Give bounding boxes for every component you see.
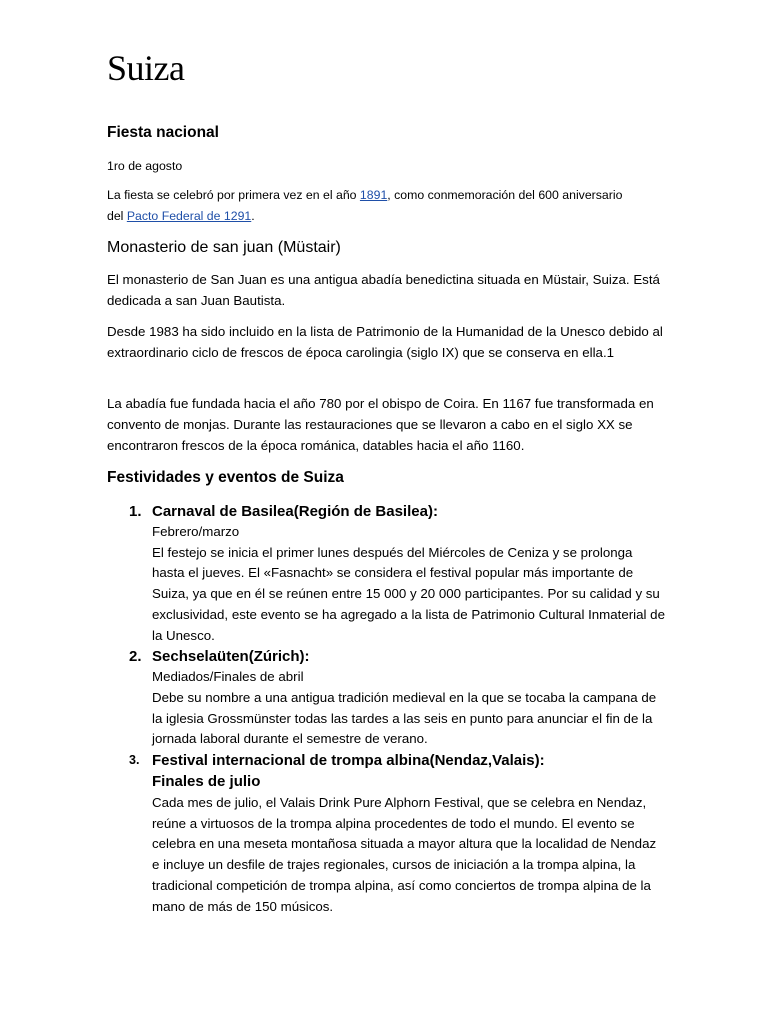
fiesta-line-1 (107, 185, 667, 206)
list-item (107, 646, 667, 750)
list-item (107, 750, 667, 917)
fiesta-text-before-year: La fiesta se celebró por primera vez en el año (107, 188, 360, 202)
list-item-number: 2. (129, 648, 142, 666)
monasterio-paragraph-2: Desde 1983 ha sido incluido en la lista de Patrimonio de la Humanidad de la Unesco debido al extraordinario ciclo de frescos de época carolingia (siglo IX) que se conserva en ella.1 (107, 324, 663, 360)
list-item-description: Debe su nombre a una antigua tradición medieval en la que se tocaba la campana de la iglesia Grossmünster todas las tardes a las seis en punto para anunciar el fin de la jornada laboral durante el semestre de verano. (152, 689, 657, 747)
pacto-federal-link[interactable]: Pacto Federal de 1291 (126, 209, 252, 223)
year-1891-link[interactable]: 1891 (359, 188, 388, 202)
list-item (107, 501, 667, 646)
fiesta-date: 1ro de agosto (107, 159, 183, 173)
monasterio-paragraph-1: El monasterio de San Juan es una antigua abadía benedictina situada en Müstair, Suiza. Está dedicada a san Juan Bautista. (107, 272, 660, 308)
list-item-date: Mediados/Finales de abril (152, 669, 304, 685)
festividades-heading: Festividades y eventos de Suiza (107, 469, 344, 486)
list-item-number: 3. (129, 753, 140, 768)
festividades-list (107, 501, 667, 917)
list-item-date: Finales de julio (152, 773, 261, 791)
fiesta-heading: Fiesta nacional (107, 124, 219, 141)
monasterio-paragraph-3: La abadía fue fundada hacia el año 780 por el obispo de Coira. En 1167 fue transformada en convento de monjas. Durante las restauraciones que se llevaron a cabo en el siglo XX se encontraron frescos de la época románica, datables hacia el año 1160. (107, 396, 654, 453)
list-item-description: Cada mes de julio, el Valais Drink Pure Alphorn Festival, que se celebra en Nendaz, reúne a virtuosos de la trompa alpina procedentes de todo el mundo. El evento se celebra en una meseta montañosa situada a mayor altura que la localidad de Nendaz e incluye un desfile de trajes regionales, cursos de iniciación a la trompa alpina, la tradicional competición de trompa alpina, así como conciertos de trompa alpina de la mano de más de 150 músicos. (152, 795, 657, 914)
monasterio-heading: Monasterio de san juan (Müstair) (107, 239, 341, 256)
fiesta-paragraph (107, 185, 667, 227)
list-item-date: Febrero/marzo (152, 524, 240, 539)
list-item-title: Festival internacional de trompa albina(Nendaz,Valais): (152, 752, 545, 770)
fiesta-text-after-year: , como conmemoración del 600 aniversario (387, 188, 623, 202)
list-item-title: Sechselaüten(Zúrich): (152, 648, 310, 666)
list-item-description: El festejo se inicia el primer lunes después del Miércoles de Ceniza y se prolonga hasta el jueves. El «Fasnacht» se considera el festival popular más importante de Suiza, ya que en él se reúnen entre 15 000 y 20 000 participantes. Por su calidad y su exclusividad, este evento se ha agregado a la lista de Patrimonio Cultural Inmaterial de la Unesco. (152, 544, 665, 643)
document-title: Suiza (107, 48, 185, 88)
list-item-title: Carnaval de Basilea(Región de Basilea): (152, 503, 438, 520)
fiesta-text-before-pact: del (107, 209, 127, 223)
list-item-number: 1. (129, 503, 142, 520)
fiesta-text-after-pact: . (251, 209, 255, 223)
fiesta-line-2 (107, 206, 667, 227)
